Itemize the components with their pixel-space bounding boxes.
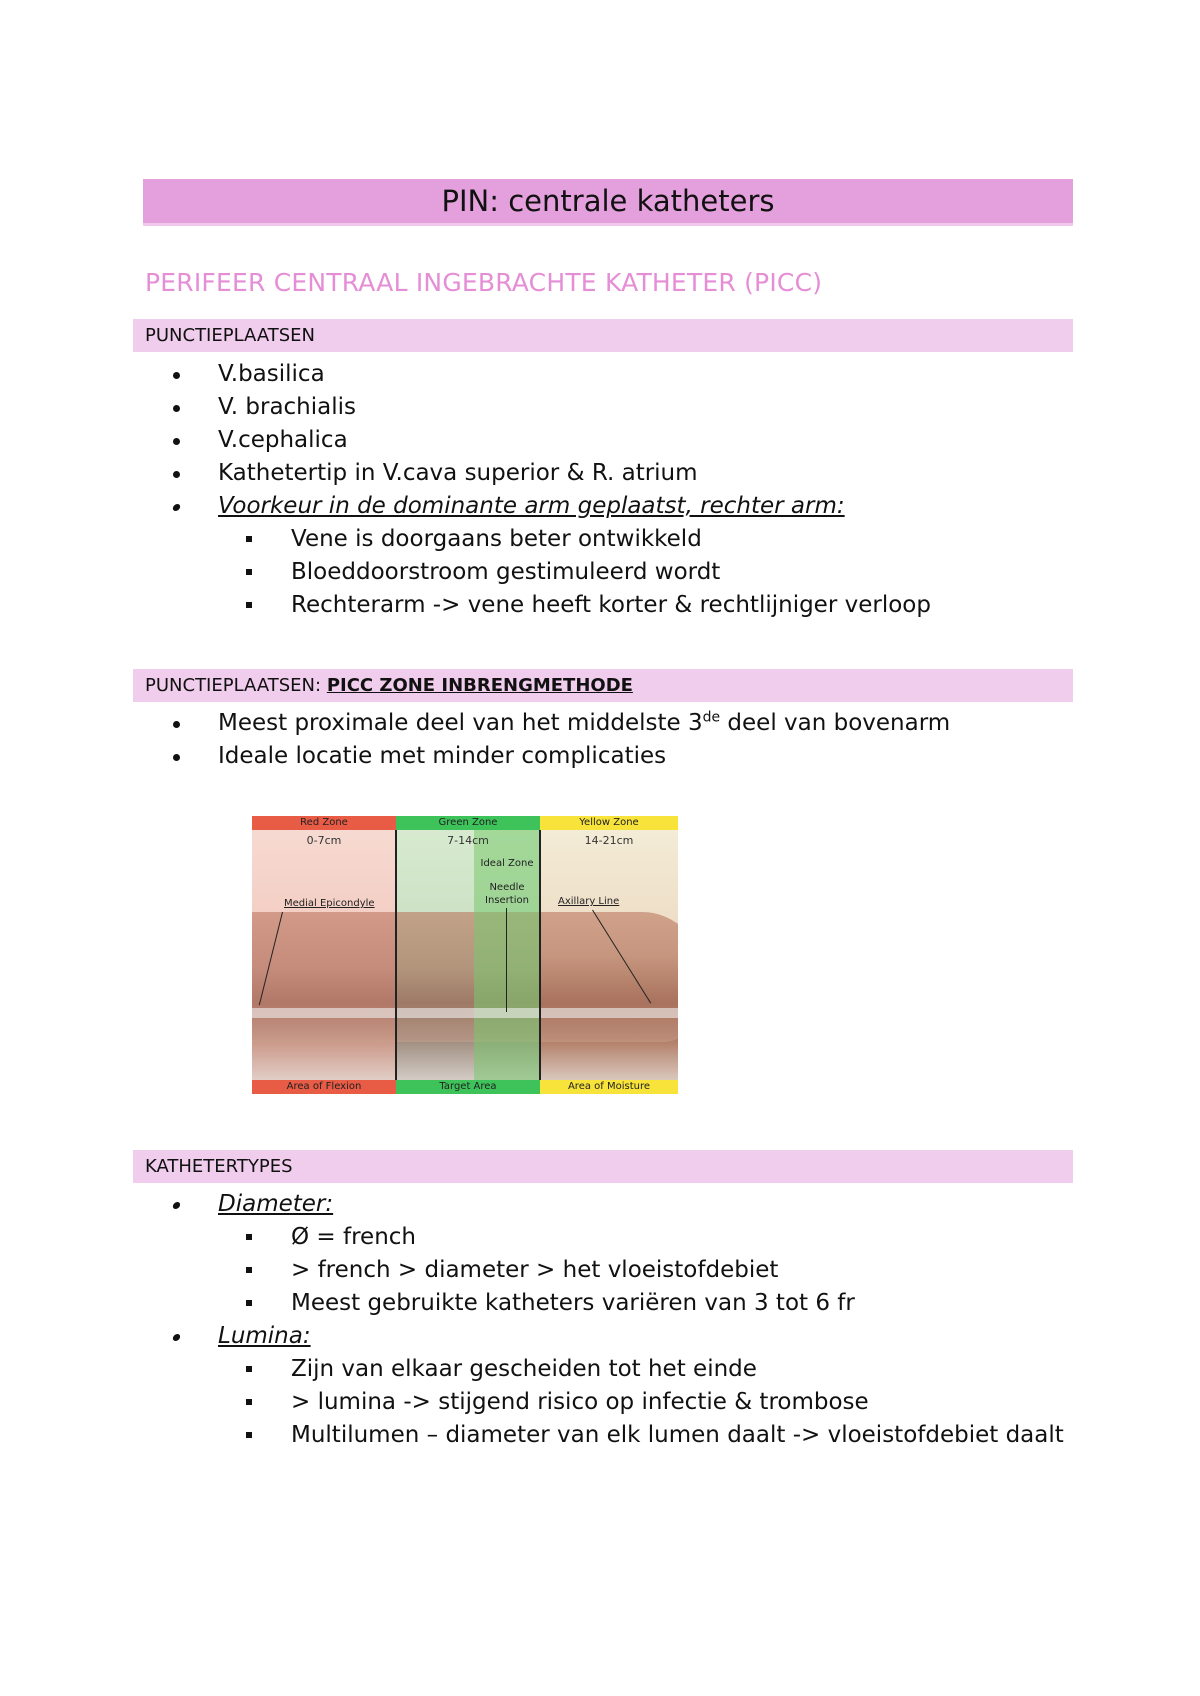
bullet-icon — [173, 721, 180, 728]
sub-list-item: Meest gebruikte katheters variëren van 3 tot 6 fr — [133, 1287, 1191, 1320]
needle-arrow — [506, 908, 507, 1012]
sub-list-item: Ø = french — [133, 1221, 1191, 1254]
sub-list-item: Zijn van elkaar gescheiden tot het einde — [133, 1353, 1191, 1386]
list-item-lumina: Lumina: — [133, 1320, 1191, 1353]
bullet-icon — [172, 1334, 181, 1341]
square-bullet-icon — [246, 1234, 252, 1240]
punctieplaatsen-list — [133, 358, 931, 622]
red-zone-range: 0-7cm — [306, 834, 342, 847]
square-bullet-icon — [246, 1366, 252, 1372]
target-area-label: Target Area — [396, 1080, 540, 1094]
list-item-preference: Voorkeur in de dominante arm geplaatst, rechter arm: — [133, 490, 931, 523]
bullet-icon — [172, 504, 181, 511]
bullet-icon — [173, 754, 180, 761]
subheading-label: KATHETERTYPES — [145, 1156, 293, 1177]
insertion-label: Insertion — [485, 895, 529, 906]
zone-divider — [395, 816, 397, 1094]
sub-list-item: > french > diameter > het vloeistofdebiet — [133, 1254, 1191, 1287]
list-item: V.basilica — [133, 358, 931, 391]
green-zone-range: 7-14cm — [447, 834, 489, 847]
flexion-area-label: Area of Flexion — [252, 1080, 396, 1094]
square-bullet-icon — [246, 1267, 252, 1273]
square-bullet-icon — [246, 1300, 252, 1306]
sub-list-item: Bloeddoorstroom gestimuleerd wordt — [133, 556, 931, 589]
green-zone-label: Green Zone — [396, 816, 540, 830]
needle-label: Needle — [489, 882, 525, 893]
yellow-zone-label: Yellow Zone — [540, 816, 678, 830]
list-item: V. brachialis — [133, 391, 931, 424]
list-item-diameter: Diameter: — [133, 1188, 1191, 1221]
bullet-icon — [173, 438, 180, 445]
list-item: Meest proximale deel van het middelste 3de deel van bovenarm — [133, 707, 950, 740]
kathetertypes-list — [133, 1188, 1191, 1452]
subheading-label: PUNCTIEPLAATSEN — [145, 325, 316, 346]
axillary-line-label: Axillary Line — [558, 896, 620, 907]
subheading-punctieplaatsen — [133, 319, 1073, 352]
arm-shape — [252, 912, 678, 1042]
red-zone-label: Red Zone — [252, 816, 396, 830]
picc-zone-image — [252, 816, 678, 1094]
square-bullet-icon — [246, 1432, 252, 1438]
bullet-icon — [173, 405, 180, 412]
square-bullet-icon — [246, 569, 252, 575]
subheading-link: PICC ZONE INBRENGMETHODE — [326, 675, 633, 696]
bullet-icon — [172, 1202, 181, 1209]
list-item: Ideale locatie met minder complicaties — [133, 740, 950, 773]
square-bullet-icon — [246, 536, 252, 542]
sub-list-item: > lumina -> stijgend risico op infectie & trombose — [133, 1386, 1191, 1419]
subheading-prefix: PUNCTIEPLAATSEN: — [145, 675, 327, 696]
ideal-zone-label: Ideal Zone — [480, 858, 534, 869]
square-bullet-icon — [246, 1399, 252, 1405]
sub-list-item: Vene is doorgaans beter ontwikkeld — [133, 523, 931, 556]
moisture-area-label: Area of Moisture — [540, 1080, 678, 1094]
sub-list-item: Multilumen – diameter van elk lumen daalt -> vloeistofdebiet daalt — [133, 1419, 1191, 1452]
zone-method-list — [133, 707, 950, 773]
medial-epicondyle-label: Medial Epicondyle — [284, 898, 375, 909]
section-heading-picc: PERIFEER CENTRAAL INGEBRACHTE KATHETER (PICC) — [145, 268, 823, 297]
list-item: V.cephalica — [133, 424, 931, 457]
sub-list-item: Rechterarm -> vene heeft korter & rechtlijniger verloop — [133, 589, 931, 622]
yellow-zone-range: 14-21cm — [584, 834, 634, 847]
measuring-tape — [252, 1008, 678, 1018]
bullet-icon — [173, 471, 180, 478]
square-bullet-icon — [246, 602, 252, 608]
page-title: PIN: centrale katheters — [143, 179, 1073, 226]
list-item: Kathetertip in V.cava superior & R. atrium — [133, 457, 931, 490]
subheading-kathetertypes — [133, 1150, 1073, 1183]
subheading-zone-method — [133, 669, 1073, 702]
bullet-icon — [173, 372, 180, 379]
